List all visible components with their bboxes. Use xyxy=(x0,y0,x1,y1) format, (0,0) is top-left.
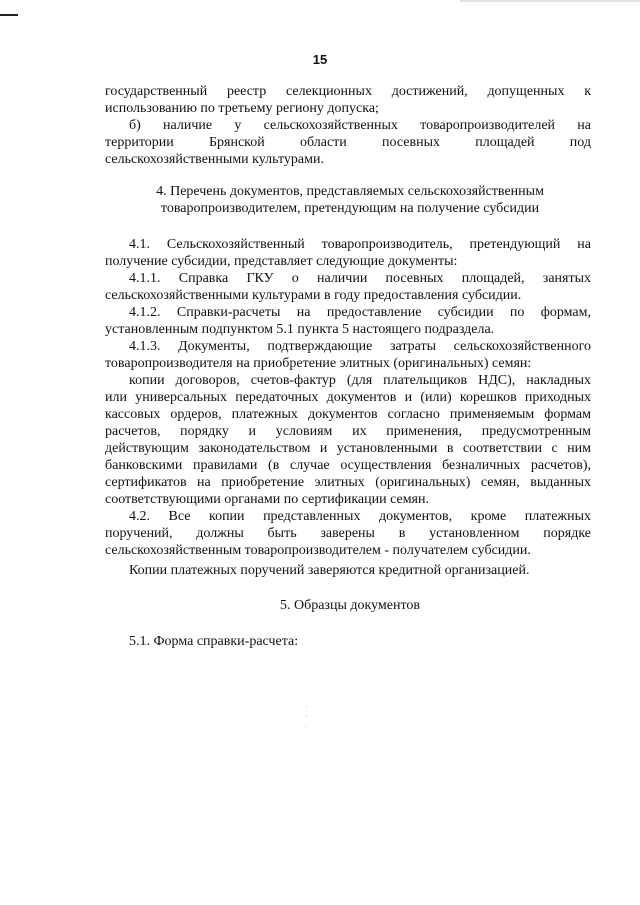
text-line: сертификатов на приобретение элитных (оригинальных) семян, выданных xyxy=(105,475,591,490)
text-line: 4.1.3. Документы, подтверждающие затраты сельскохозяйственного xyxy=(129,339,591,354)
page-number: 15 xyxy=(312,52,328,67)
text-line: б) наличие у сельскохозяйственных товаропроизводителей на xyxy=(129,118,591,133)
text-line: 4.1.1. Справка ГКУ о наличии посевных площадей, занятых xyxy=(129,271,591,286)
text-line: кассовых ордеров, платежных документов согласно применяемым формам xyxy=(105,407,591,422)
scan-edge-mark-top xyxy=(460,0,640,2)
scan-speck xyxy=(306,716,307,717)
text-line: 4.2. Все копии представленных документов, кроме платежных xyxy=(129,509,591,524)
text-line: сельскохозяйственными культурами. xyxy=(105,152,324,167)
text-line: товаропроизводителя на приобретение элитных (оригинальных) семян: xyxy=(105,356,532,371)
text-line: Копии платежных поручений заверяются кредитной организацией. xyxy=(129,563,530,578)
text-line: территории Брянской области посевных площадей под xyxy=(105,135,591,150)
text-line: соответствующими органами по сертификации семян. xyxy=(105,492,429,507)
text-line: государственный реестр селекционных достижений, допущенных к xyxy=(105,84,591,99)
text-line: поручений, должны быть заверены в установленном порядке xyxy=(105,526,591,541)
section-heading: 5. Образцы документов xyxy=(279,598,421,613)
text-line: установленным подпунктом 5.1 пункта 5 настоящего подраздела. xyxy=(105,322,495,337)
text-line: сельскохозяйственным товаропроизводителем - получателем субсидии. xyxy=(105,543,531,558)
text-line: расчетов, порядку и условиям их применения, предусмотренным xyxy=(105,424,591,439)
text-line: копии договоров, счетов-фактур (для плательщиков НДС), накладных xyxy=(129,373,591,388)
text-line: действующим законодательством и установленными в соответствии с ним xyxy=(105,441,591,456)
text-line: использованию по третьему региону допуска; xyxy=(105,101,379,116)
text-line: получение субсидии, представляет следующие документы: xyxy=(105,254,458,269)
scan-speck xyxy=(306,706,307,707)
text-line: банковскими правилами (в случае осуществления безналичных расчетов), xyxy=(105,458,591,473)
text-line: сельскохозяйственными культурами в году предоставления субсидии. xyxy=(105,288,522,303)
scan-speck xyxy=(305,726,306,727)
text-line: или универсальных передаточных документов и (или) корешков приходных xyxy=(105,390,591,405)
text-line: 4.1. Сельскохозяйственный товаропроизводитель, претендующий на xyxy=(129,237,591,252)
form-caption: 5.1. Форма справки-расчета: xyxy=(129,634,299,649)
section-heading: товаропроизводителем, претендующим на получение субсидии xyxy=(160,201,540,216)
scan-edge-mark xyxy=(0,14,18,16)
section-heading: 4. Перечень документов, представляемых сельскохозяйственным xyxy=(156,184,544,199)
text-line: 4.1.2. Справки-расчеты на предоставление субсидии по формам, xyxy=(129,305,591,320)
